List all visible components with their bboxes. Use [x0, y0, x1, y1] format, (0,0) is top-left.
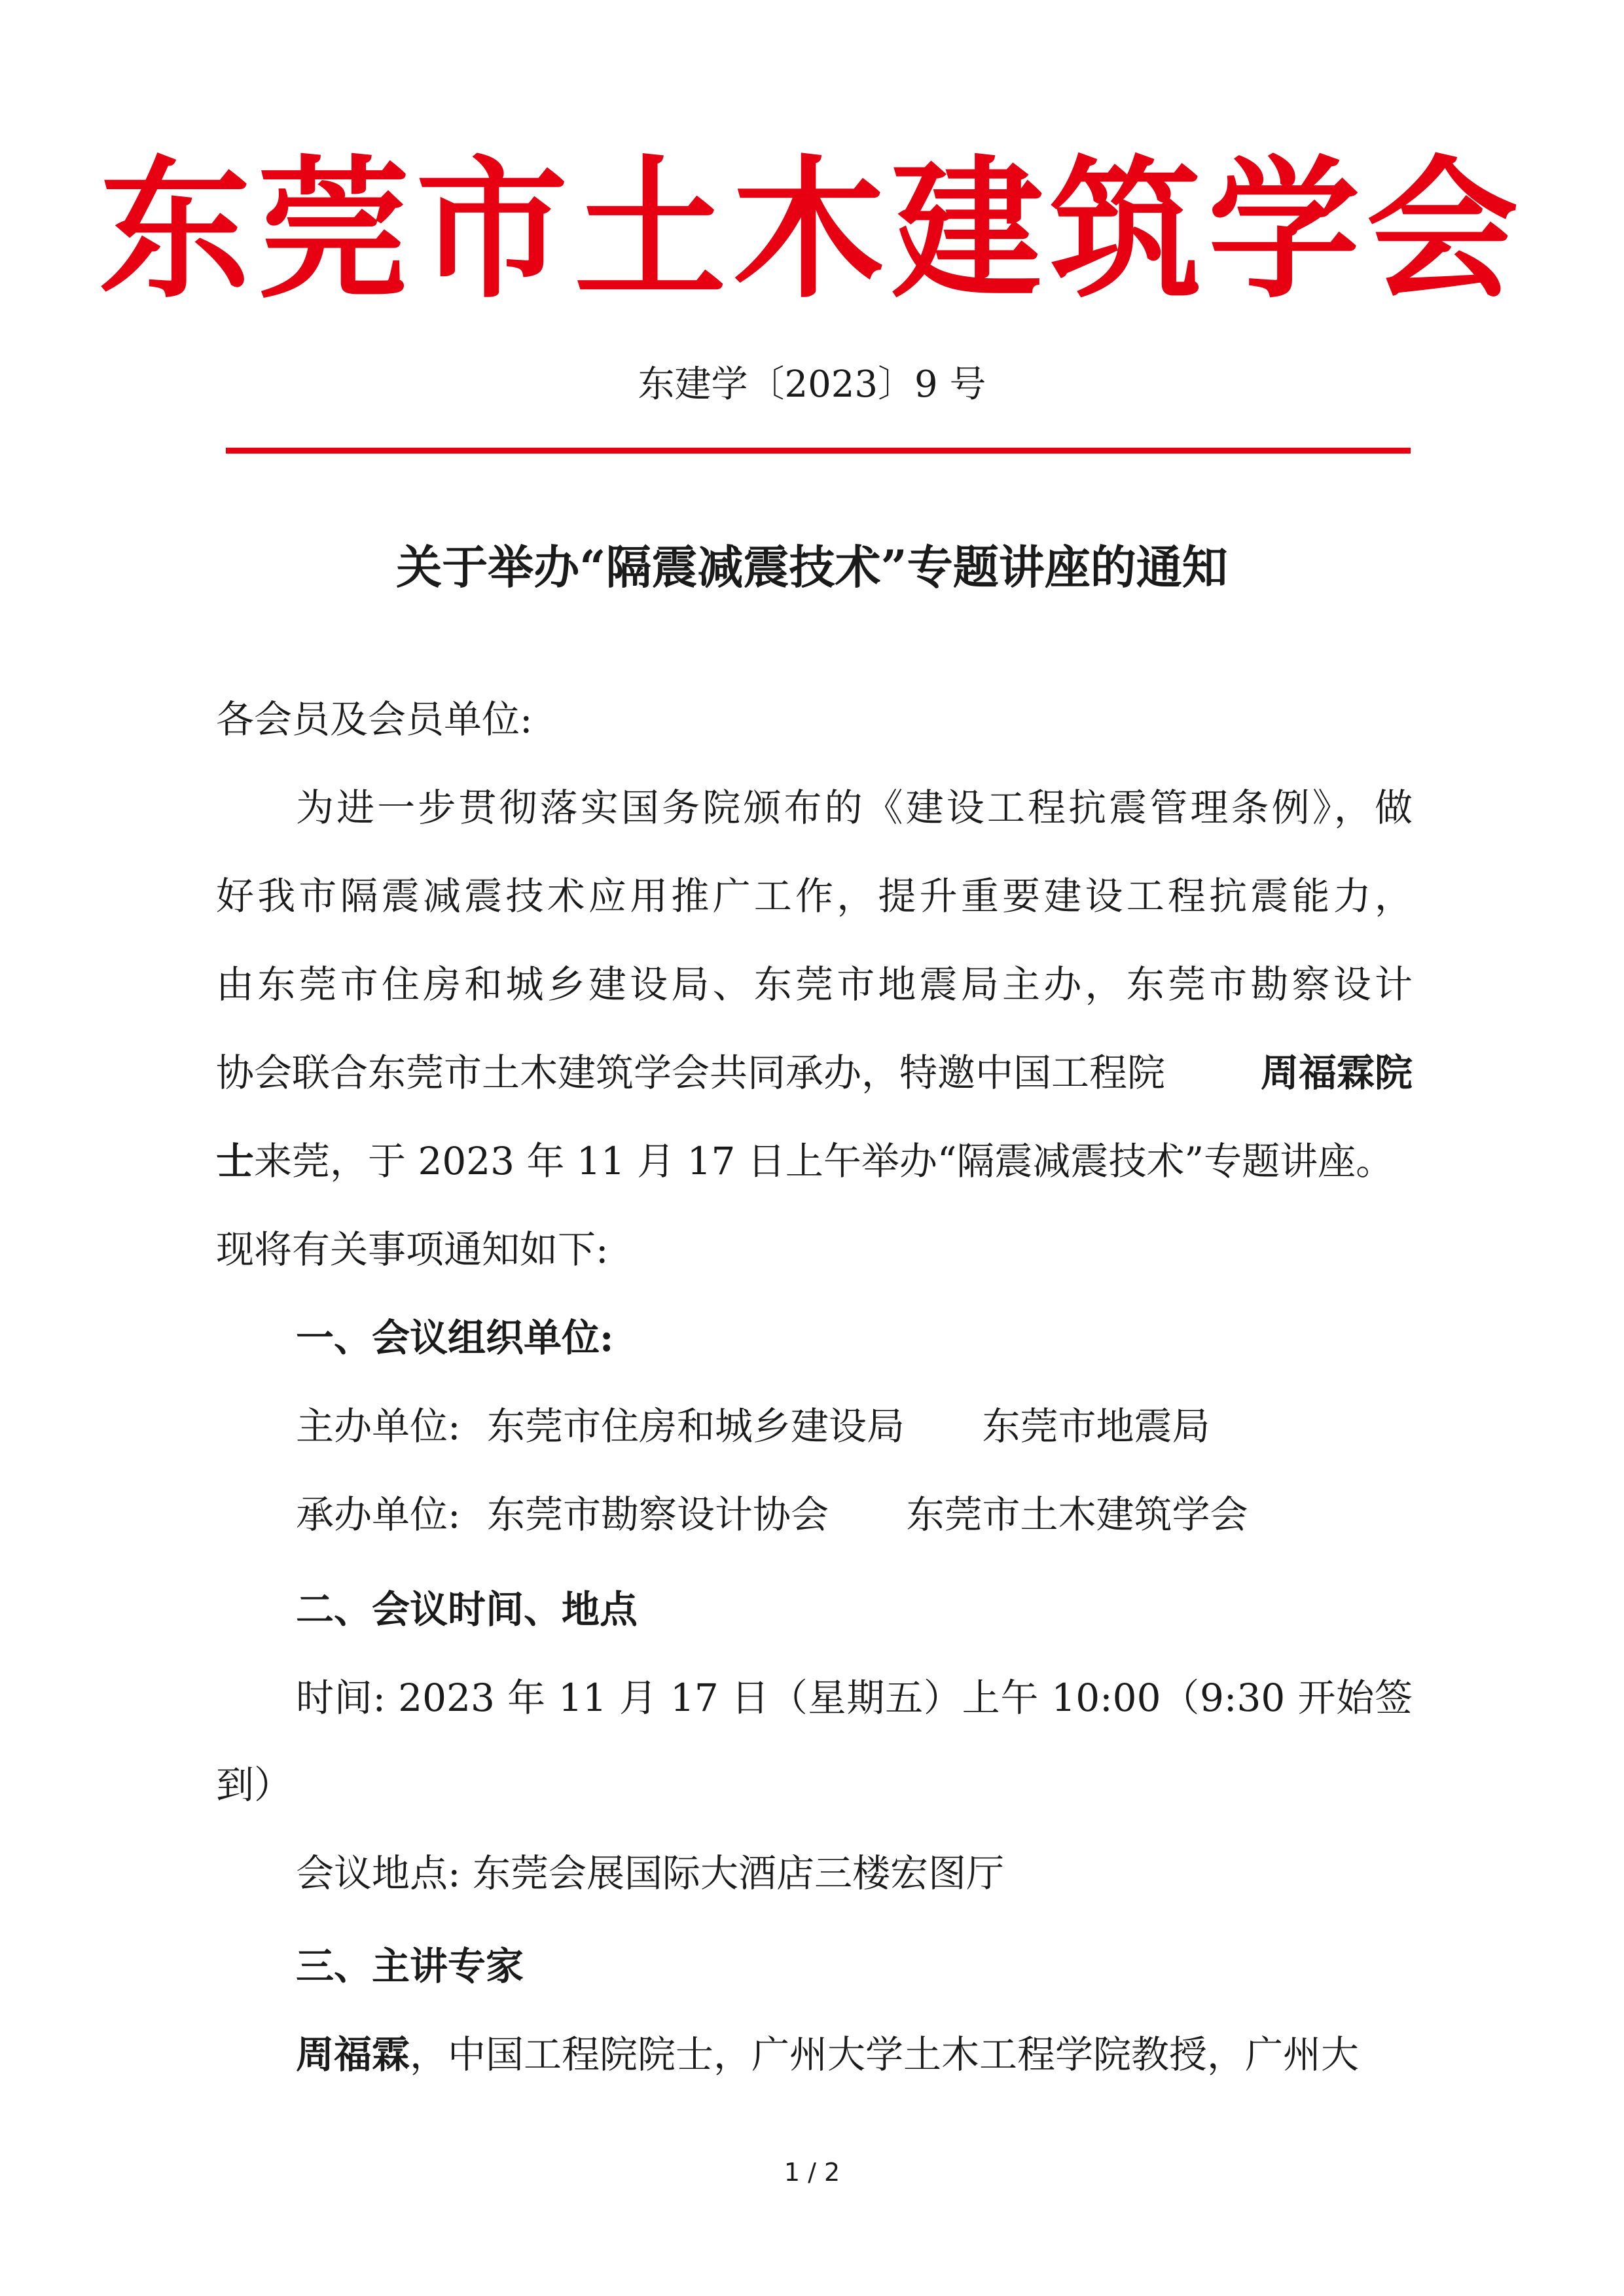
notice-title: 关于举办“隔震减震技术”专题讲座的通知	[396, 540, 1228, 594]
academician-name-inline: 周福霖院	[1260, 1050, 1413, 1095]
intro-line-5-text: 来莞，于 2023 年 11 月 17 日上午举办“隔震减震技术”专题讲座。	[254, 1139, 1394, 1183]
intro-line-3: 由东莞市住房和城乡建设局、东莞市地震局主办，东莞市勘察设计	[216, 962, 1413, 1007]
section-1-heading: 一、会议组织单位:	[296, 1316, 614, 1360]
organizer-2: 东莞市土木建筑学会	[906, 1492, 1248, 1537]
host-row	[296, 1404, 1210, 1448]
greeting: 各会员及会员单位:	[216, 697, 533, 742]
section-3-heading: 三、主讲专家	[296, 1944, 524, 1988]
org-masthead: 东莞市土木建筑学会	[99, 140, 1525, 319]
section-2-heading: 二、会议时间、地点	[296, 1587, 638, 1632]
meeting-time-line-1: 时间: 2023 年 11 月 17 日（星期五）上午 10:00（9:30 开始签	[296, 1676, 1413, 1720]
intro-line-4	[216, 1050, 1413, 1095]
page-number: 1 / 2	[784, 2158, 840, 2187]
academician-title-inline: 士	[216, 1139, 255, 1183]
intro-line-6: 现将有关事项通知如下:	[216, 1227, 609, 1272]
organizer-label: 承办单位:	[296, 1492, 461, 1537]
intro-line-4-text: 协会联合东莞市土木建筑学会共同承办，特邀中国工程院	[216, 1050, 1166, 1095]
document-number: 东建学〔2023〕9 号	[638, 363, 986, 406]
intro-line-5	[216, 1139, 1413, 1183]
expert-name: 周福霖	[296, 2032, 410, 2077]
intro-line-2: 好我市隔震减震技术应用推广工作，提升重要建设工程抗震能力，	[216, 874, 1413, 918]
intro-line-1: 为进一步贯彻落实国务院颁布的《建设工程抗震管理条例》，做	[296, 785, 1413, 830]
organizer-1: 东莞市勘察设计协会	[486, 1492, 829, 1537]
meeting-time-line-2: 到）	[216, 1763, 293, 1807]
host-1: 东莞市住房和城乡建设局	[486, 1404, 905, 1448]
organizer-row	[296, 1492, 1248, 1537]
host-2: 东莞市地震局	[982, 1404, 1210, 1448]
expert-description: ，中国工程院院士，广州大学土木工程学院教授，广州大	[410, 2032, 1360, 2077]
host-label: 主办单位:	[296, 1404, 461, 1448]
header-divider	[226, 448, 1411, 454]
meeting-venue: 会议地点: 东莞会展国际大酒店三楼宏图厅	[296, 1851, 1004, 1895]
expert-intro	[296, 2032, 1413, 2077]
